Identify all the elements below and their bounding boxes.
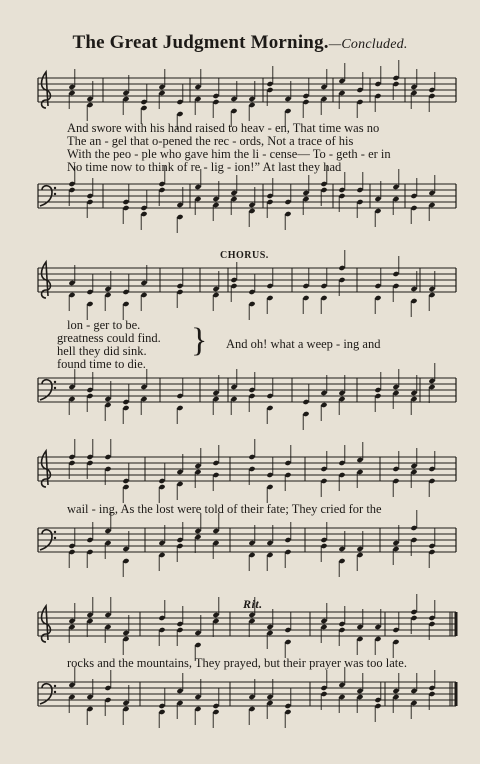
chorus-label: CHORUS. — [220, 250, 269, 261]
verse-3-lyric: With the peo - ple who gave him the li - cense— To - geth - er in — [67, 147, 391, 161]
verse-1-ending: lon - ger to be. — [67, 318, 141, 332]
bass-clef-dot — [54, 537, 56, 539]
verse-3-ending: hell they did sink. — [57, 344, 147, 358]
verse-brace: } — [191, 322, 208, 359]
bass-clef-dot — [54, 193, 56, 195]
title-suffix: —Concluded. — [328, 37, 408, 52]
bass-clef-dot — [54, 187, 56, 189]
bass-clef-dot — [54, 685, 56, 687]
verse-2-ending: greatness could find. — [57, 331, 161, 345]
hymn-title: The Great Judgment Morning. — [72, 32, 329, 53]
chorus-lyric-1: And oh! what a weep - ing and — [226, 337, 381, 351]
bass-clef-dot — [54, 531, 56, 533]
verse-4-ending: found time to die. — [57, 357, 146, 371]
bass-clef-dot — [54, 387, 56, 389]
verse-1-lyric: And swore with his hand raised to heav - en, That time was no — [67, 121, 380, 135]
bass-clef-dot — [54, 691, 56, 693]
bass-clef-dot — [54, 381, 56, 383]
verse-4-lyric: No time now to think of re - lig - ion!” At last they had — [67, 160, 342, 174]
rit-label: Rit. — [243, 597, 263, 611]
verse-2-lyric: The an - gel that o-pened the rec - ords, Not a trace of his — [67, 134, 354, 148]
chorus-lyric-2: wail - ing, As the lost were told of their fate; They cried for the — [67, 502, 382, 516]
chorus-lyric-3: rocks and the mountains, They prayed, but their prayer was too late. — [67, 656, 407, 670]
